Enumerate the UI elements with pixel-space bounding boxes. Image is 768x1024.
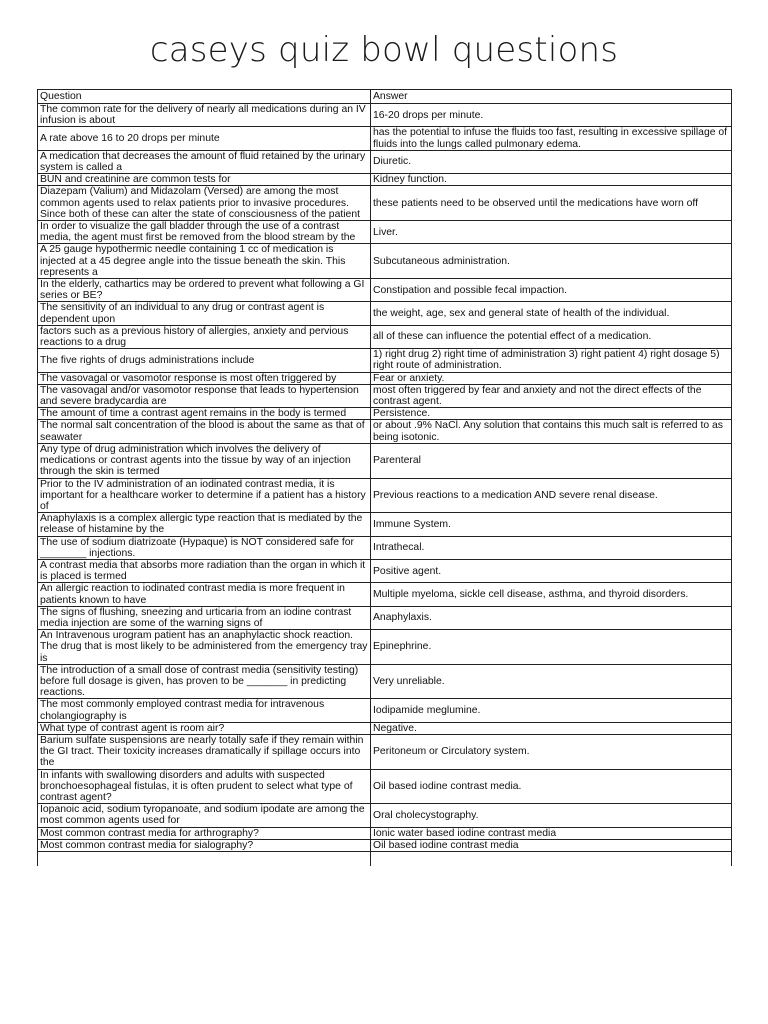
answer-cell: the weight, age, sex and general state of health of the individual. xyxy=(371,302,732,325)
question-column-header: Question xyxy=(38,90,371,104)
answer-cell: Epinephrine. xyxy=(371,630,732,665)
table-row xyxy=(38,583,732,606)
answer-cell: Oil based iodine contrast media. xyxy=(371,769,732,804)
table-row xyxy=(38,420,732,443)
answer-cell: Immune System. xyxy=(371,513,732,536)
question-cell: A contrast media that absorbs more radiation than the organ in which it is placed is termed xyxy=(38,559,371,582)
question-cell: The five rights of drugs administrations include xyxy=(38,349,371,372)
answer-cell xyxy=(371,852,732,867)
answer-cell: most often triggered by fear and anxiety and not the direct effects of the contrast agent. xyxy=(371,384,732,407)
table-row xyxy=(38,150,732,173)
question-cell: Iopanoic acid, sodium tyropanoate, and sodium ipodate are among the most common agents used for xyxy=(38,804,371,827)
table-row xyxy=(38,734,732,769)
table-row xyxy=(38,664,732,699)
table-header-row xyxy=(38,90,732,104)
answer-cell: Intrathecal. xyxy=(371,536,732,559)
answer-cell: Liver. xyxy=(371,221,732,244)
answer-cell: 16-20 drops per minute. xyxy=(371,104,732,127)
answer-cell: Anaphylaxis. xyxy=(371,606,732,629)
answer-cell: has the potential to infuse the fluids too fast, resulting in excessive spillage of fluids into the lungs called pulmonary edema. xyxy=(371,127,732,150)
table-row xyxy=(38,630,732,665)
table-row xyxy=(38,279,732,302)
table-row xyxy=(38,244,732,279)
answer-cell: Ionic water based iodine contrast media xyxy=(371,827,732,839)
question-cell: The use of sodium diatrizoate (Hypaque) is NOT considered safe for ________ injections. xyxy=(38,536,371,559)
table-row xyxy=(38,384,732,407)
table-row xyxy=(38,769,732,804)
answer-column-header: Answer xyxy=(371,90,732,104)
answer-cell: Subcutaneous administration. xyxy=(371,244,732,279)
table-row xyxy=(38,104,732,127)
table-row xyxy=(38,839,732,851)
question-cell: Anaphylaxis is a complex allergic type reaction that is mediated by the release of histamine by the xyxy=(38,513,371,536)
answer-cell: Multiple myeloma, sickle cell disease, asthma, and thyroid disorders. xyxy=(371,583,732,606)
question-cell: The sensitivity of an individual to any drug or contrast agent is dependent upon xyxy=(38,302,371,325)
answer-cell: Oral cholecystography. xyxy=(371,804,732,827)
page-title: caseys quiz bowl questions xyxy=(149,30,619,70)
table-row xyxy=(38,127,732,150)
answer-cell: all of these can influence the potential effect of a medication. xyxy=(371,325,732,348)
question-cell: A medication that decreases the amount of fluid retained by the urinary system is called a xyxy=(38,150,371,173)
table-row xyxy=(38,174,732,186)
question-cell: The vasovagal and/or vasomotor response that leads to hypertension and severe bradycardia are xyxy=(38,384,371,407)
answer-cell: these patients need to be observed until the medications have worn off xyxy=(371,186,732,221)
question-cell: The common rate for the delivery of nearly all medications during an IV infusion is about xyxy=(38,104,371,127)
answer-cell: Kidney function. xyxy=(371,174,732,186)
table-row xyxy=(38,408,732,420)
quiz-table xyxy=(37,89,732,866)
table-row xyxy=(38,372,732,384)
answer-cell: Diuretic. xyxy=(371,150,732,173)
answer-cell: Previous reactions to a medication AND severe renal disease. xyxy=(371,478,732,513)
answer-cell: Persistence. xyxy=(371,408,732,420)
question-cell: factors such as a previous history of allergies, anxiety and pervious reactions to a drug xyxy=(38,325,371,348)
table-row xyxy=(38,827,732,839)
question-cell: In the elderly, cathartics may be ordered to prevent what following a GI series or BE? xyxy=(38,279,371,302)
quiz-table-body xyxy=(38,90,732,867)
question-cell: Any type of drug administration which involves the delivery of medications or contrast agents into the tissue by way of an injection through the skin is termed xyxy=(38,443,371,478)
question-cell xyxy=(38,852,371,867)
question-cell: An Intravenous urogram patient has an anaphylactic shock reaction. The drug that is most likely to be administered from the emergency tray is xyxy=(38,630,371,665)
question-cell: The amount of time a contrast agent remains in the body is termed xyxy=(38,408,371,420)
question-cell: The introduction of a small dose of contrast media (sensitivity testing) before full dosage is given, has proven to be _______ in predicting reactions. xyxy=(38,664,371,699)
question-cell: Most common contrast media for sialography? xyxy=(38,839,371,851)
question-cell: The signs of flushing, sneezing and urticaria from an iodine contrast media injection are some of the warning signs of xyxy=(38,606,371,629)
table-row xyxy=(38,722,732,734)
answer-cell: 1) right drug 2) right time of administration 3) right patient 4) right dosage 5) right route of administration. xyxy=(371,349,732,372)
question-cell: Barium sulfate suspensions are nearly totally safe if they remain within the GI tract. Their toxicity increases dramatically if spillage occurs into the xyxy=(38,734,371,769)
question-cell: The most commonly employed contrast media for intravenous cholangiography is xyxy=(38,699,371,722)
question-cell: The normal salt concentration of the blood is about the same as that of seawater xyxy=(38,420,371,443)
question-cell: A 25 gauge hypothermic needle containing 1 cc of medication is injected at a 45 degree angle into the tissue beneath the skin. This represents a xyxy=(38,244,371,279)
question-cell: What type of contrast agent is room air? xyxy=(38,722,371,734)
question-cell: An allergic reaction to iodinated contrast media is more frequent in patients known to have xyxy=(38,583,371,606)
question-cell: In order to visualize the gall bladder through the use of a contrast media, the agent must first be removed from the blood stream by the xyxy=(38,221,371,244)
answer-cell: Negative. xyxy=(371,722,732,734)
table-row xyxy=(38,302,732,325)
question-cell: Prior to the IV administration of an iodinated contrast media, it is important for a healthcare worker to determine if a patient has a history of xyxy=(38,478,371,513)
answer-cell: Constipation and possible fecal impaction. xyxy=(371,279,732,302)
table-row xyxy=(38,349,732,372)
table-row xyxy=(38,804,732,827)
question-cell: Diazepam (Valium) and Midazolam (Versed) are among the most common agents used to relax patients prior to invasive procedures. Since both of these can alter the state of consciousness of the patient xyxy=(38,186,371,221)
table-row xyxy=(38,699,732,722)
table-row xyxy=(38,513,732,536)
table-row xyxy=(38,186,732,221)
table-row xyxy=(38,536,732,559)
table-row xyxy=(38,443,732,478)
table-row xyxy=(38,559,732,582)
question-cell: In infants with swallowing disorders and adults with suspected bronchoesophageal fistulas, it is often prudent to select what type of contrast agent? xyxy=(38,769,371,804)
answer-cell: Iodipamide meglumine. xyxy=(371,699,732,722)
table-row xyxy=(38,325,732,348)
answer-cell: Fear or anxiety. xyxy=(371,372,732,384)
answer-cell: or about .9% NaCl. Any solution that contains this much salt is referred to as being isotonic. xyxy=(371,420,732,443)
table-row xyxy=(38,221,732,244)
question-cell: Most common contrast media for arthrography? xyxy=(38,827,371,839)
question-cell: The vasovagal or vasomotor response is most often triggered by xyxy=(38,372,371,384)
table-row xyxy=(38,606,732,629)
answer-cell: Peritoneum or Circulatory system. xyxy=(371,734,732,769)
answer-cell: Oil based iodine contrast media xyxy=(371,839,732,851)
answer-cell: Very unreliable. xyxy=(371,664,732,699)
question-cell: A rate above 16 to 20 drops per minute xyxy=(38,127,371,150)
question-cell: BUN and creatinine are common tests for xyxy=(38,174,371,186)
table-row xyxy=(38,852,732,867)
table-row xyxy=(38,478,732,513)
answer-cell: Parenteral xyxy=(371,443,732,478)
answer-cell: Positive agent. xyxy=(371,559,732,582)
